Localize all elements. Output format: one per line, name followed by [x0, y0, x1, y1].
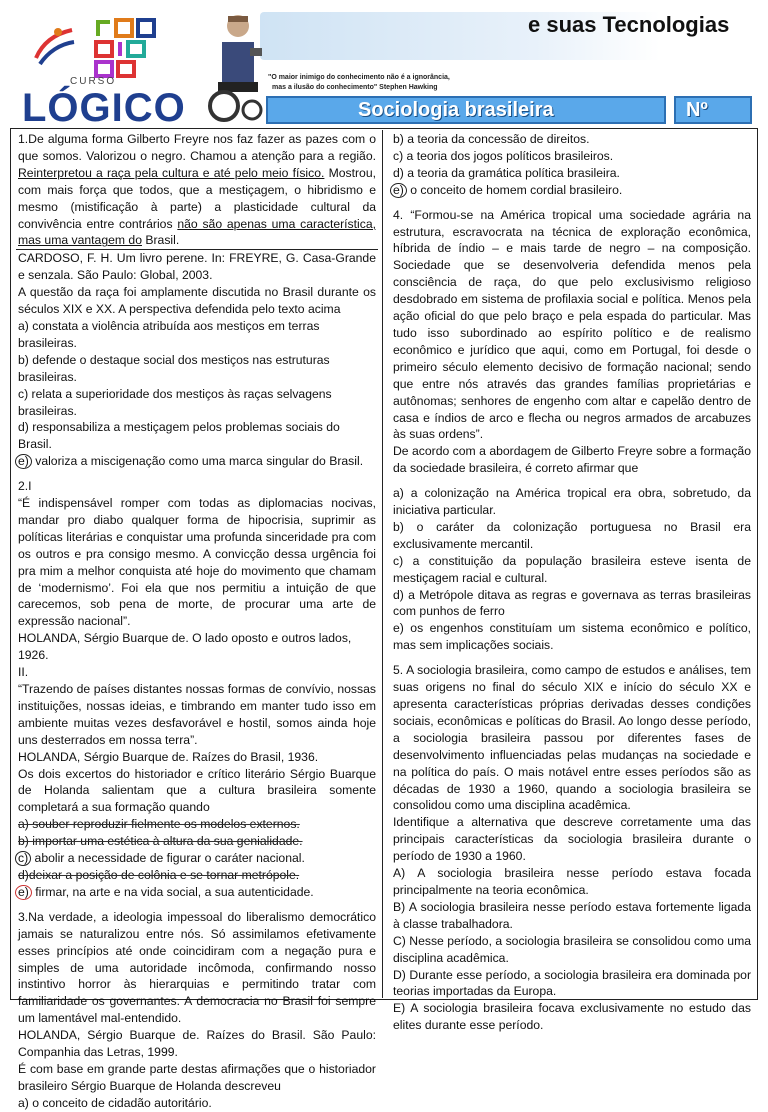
- q2-source-1: HOLANDA, Sérgio Buarque de. O lado oposto e outros lados, 1926.: [18, 631, 352, 663]
- q3-option-d[interactable]: d) a teoria da gramática política brasileira.: [393, 165, 620, 180]
- q4-option-d[interactable]: d) a Metrópole ditava as regras e governava as terras brasileiras com punhos de ferro: [393, 587, 751, 619]
- q2-heading-2: II.: [18, 665, 29, 680]
- logo-curso-text: CURSO: [70, 76, 117, 87]
- swoosh-icon: [32, 24, 78, 70]
- q4-stem: De acordo com a abordagem de Gilberto Freyre sobre a formação da sociedade brasileira, é correto afirmar que: [393, 444, 751, 476]
- q3-source: HOLANDA, Sérgio Buarque de. Raízes do Brasil. São Paulo: Companhia das Letras, 1999.: [18, 1028, 376, 1060]
- q3-stem: É com base em grande parte destas afirmações que o historiador brasileiro Sérgio Buarque de Holanda descreveu: [18, 1061, 376, 1093]
- q3-option-e[interactable]: e) o conceito de homem cordial brasileiro.: [393, 182, 751, 199]
- q4-option-b[interactable]: b) o caráter da colonização portuguesa no Brasil era exclusivamente mercantil.: [393, 519, 751, 551]
- q1-option-a[interactable]: a) constata a violência atribuída aos mestiços em terras brasileiras.: [18, 318, 320, 350]
- q2-circle-c: c): [15, 851, 31, 866]
- q2-option-b[interactable]: b) importar uma estética à altura da sua genialidade.: [18, 834, 303, 849]
- q5-option-b[interactable]: B) A sociologia brasileira nesse período estava fortemente ligada à classe trabalhadora.: [393, 899, 751, 931]
- q2-stem: Os dois excertos do historiador e crítico literário Sérgio Buarque de Holanda salientam que a cultura brasileira somente completará a sua formação quando: [18, 766, 376, 815]
- q2-option-e[interactable]: e) firmar, na arte e na vida social, a sua autenticidade.: [18, 884, 376, 901]
- q5-text: 5. A sociologia brasileira, como campo de estudos e análises, tem suas origens no final do século XIX e início do século XX e apresenta características próprias derivadas desses condições sociais, econômicas e políticas do Brasil. Ao longo desse período, a sociologia brasileira passou por diferentes fases de desenvolvimento influenciadas pelas mudanças na sociedade e na política do país. O mais notável entre esses períodos são as décadas de 1930 a 1960, quando a sociologia brasileira se consolidou como uma disciplina acadêmica.: [393, 663, 751, 813]
- banner-title: e suas Tecnologias: [528, 12, 730, 37]
- q1-option-c[interactable]: c) relata a superioridade dos mestiços às raças selvagens brasileiras.: [18, 386, 332, 418]
- q1-option-b[interactable]: b) defende o destaque social dos mestiços nas estruturas brasileiras.: [18, 352, 330, 384]
- logo-word: LÓGICO: [22, 86, 186, 130]
- q2-option-d[interactable]: d)deixar a posição de colônia e se tornar metrópole.: [18, 867, 300, 882]
- worksheet-header: [8, 4, 760, 130]
- left-column: [18, 131, 376, 1112]
- q2-excerpt-1: “É indispensável romper com todas as diplomacias nocivas, mandar pro diabo qualquer forma de hipocrisia, suprimir as políticas literárias e conquistar uma profunda sinceridade pra com os outros e pra consigo mesmo. A convicção dessa urgência foi pra mim a melhor conquista até hoje do movimento que chamam de ‘modernismo’. Foi ela que nos permitiu a intuição de que carecemos, sob pena de morte, de procurar uma arte de expressão nacional”.: [18, 496, 376, 629]
- logo-letters-icon: [94, 18, 158, 78]
- q2-answer-circle: e): [15, 885, 32, 900]
- q1-option-e[interactable]: e) valoriza a miscigenação como uma marca singular do Brasil.: [18, 453, 376, 470]
- q1-answer-circle: e): [15, 454, 32, 469]
- q2-option-c[interactable]: c) abolir a necessidade de figurar o caráter nacional.: [18, 850, 376, 867]
- q5-option-e[interactable]: E) A sociologia brasileira focava exclusivamente no estudo das elites durante esse período.: [393, 1001, 751, 1033]
- q1-text: 1.De alguma forma Gilberto Freyre nos faz fazer as pazes com o que somos. Valorizou o negro. Chamou a atenção para a região. Reinterpretou a raça pela cultura e até pelo meio físico. Mostrou, com mais força que todos, que a mestiçagem, o hibridismo e mesmo (mistificação à parte) a plasticidade cultural da convivência entre contrários não são apenas uma característica, mas uma vantagem do Brasil.: [18, 132, 376, 248]
- q5-option-a[interactable]: A) A sociologia brasileira nesse período estava focada principalmente na teoria econômica.: [393, 866, 751, 897]
- q1-option-d[interactable]: d) responsabiliza a mestiçagem pelos problemas sociais do Brasil.: [18, 420, 340, 452]
- number-label: Nº: [686, 99, 708, 121]
- q4-text: 4. “Formou-se na América tropical uma sociedade agrária na estrutura, escravocrata na técnica de exploração econômica, híbrida de índio – e mais tarde de negro – na composição. Sociedade que se desenvolveria defendida menos pela consciência de raça, do que pelo exclusivismo religioso desdobrado em sistema de profilaxia social e política. Menos pela ação oficial do que pelo braço e pela espada do particular. Mas tudo isso subordinado ao espírito político e de realismo econômico e jurídico que aqui, como em Portugal, foi desde o primeiro século elemento decisivo de formação nacional; sendo que entre nós através das grandes famílias proprietárias e autônomas; senhores de engenho com altar e capelão dentro de casa e índios de arco e flecha ou negros armados de arcabuzes às suas ordens”.: [393, 207, 751, 442]
- q1-underline-2: não são apenas uma característica, mas uma vantagem do: [18, 216, 376, 248]
- q3-option-a[interactable]: a) o conceito de cidadão autoritário.: [18, 1095, 212, 1110]
- quote-line-1: "O maior inimigo do conhecimento não é a ignorância,: [268, 74, 450, 81]
- q5-stem: Identifique a alternativa que descreve corretamente uma das principais características da sociologia brasileira durante o período de 1930 a 1960.: [393, 815, 751, 864]
- subject-title: Sociologia brasileira: [358, 99, 554, 121]
- q4-option-e[interactable]: e) os engenhos constituíam um sistema econômico e político, mas sem implicações sociais.: [393, 621, 751, 653]
- q3-answer-circle: e): [390, 183, 407, 198]
- q1-underline-1: Reinterpretou a raça pela cultura e até pelo meio físico.: [18, 165, 325, 180]
- q2-option-a[interactable]: a) souber reproduzir fielmente os modelos externos.: [18, 817, 300, 832]
- q3-text: 3.Na verdade, a ideologia impessoal do liberalismo democrático jamais se naturalizou entre nós. Só assimilamos efetivamente esses princípios até onde coincidiram com a negação pura e simples de uma autoridade incômoda, confirmando nosso instintivo horror às hierarquias e permitindo tratar com familiaridade os governantes. A democracia no Brasil foi sempre um lamentável mal-entendido.: [18, 909, 376, 1026]
- q2-heading: 2.I: [18, 479, 32, 494]
- q2-excerpt-2: “Trazendo de países distantes nossas formas de convívio, nossas instituições, nossas ideias, e timbrando em manter tudo isso em ambiente muitas vezes desfavorável e hostil, somos ainda hoje uns desterrados em nossa terra”.: [18, 682, 376, 747]
- course-logo: [18, 8, 190, 130]
- q3-option-b[interactable]: b) a teoria da concessão de direitos.: [393, 132, 590, 146]
- q5-option-c[interactable]: C) Nesse período, a sociologia brasileira se consolidou como uma disciplina acadêmica.: [393, 933, 751, 965]
- quote-line-2: mas a ilusão do conhecimento" Stephen Hawking: [272, 84, 438, 91]
- q2-source-2: HOLANDA, Sérgio Buarque de. Raízes do Brasil, 1936.: [18, 749, 319, 764]
- q1-source: CARDOSO, F. H. Um livro perene. In: FREYRE, G. Casa-Grande e senzala. São Paulo: Global, 2003.: [18, 251, 376, 283]
- q4-option-c[interactable]: c) a constituição da população brasileira esteve isenta de mestiçagem racial e cultural.: [393, 553, 751, 585]
- q4-option-a[interactable]: a) a colonização na América tropical era obra, sobretudo, da iniciativa particular.: [393, 486, 751, 518]
- q1-stem: A questão da raça foi amplamente discutida no Brasil durante os séculos XIX e XX. A perspectiva defendida pelo texto acima: [18, 285, 376, 317]
- right-column: [393, 131, 751, 1034]
- wheelchair-figure-icon: [204, 8, 266, 124]
- column-divider: [382, 130, 383, 998]
- q3-option-c[interactable]: c) a teoria dos jogos políticos brasileiros.: [393, 148, 614, 163]
- q5-option-d[interactable]: D) Durante esse período, a sociologia brasileira era dominada por teorias importadas da Europa.: [393, 967, 751, 999]
